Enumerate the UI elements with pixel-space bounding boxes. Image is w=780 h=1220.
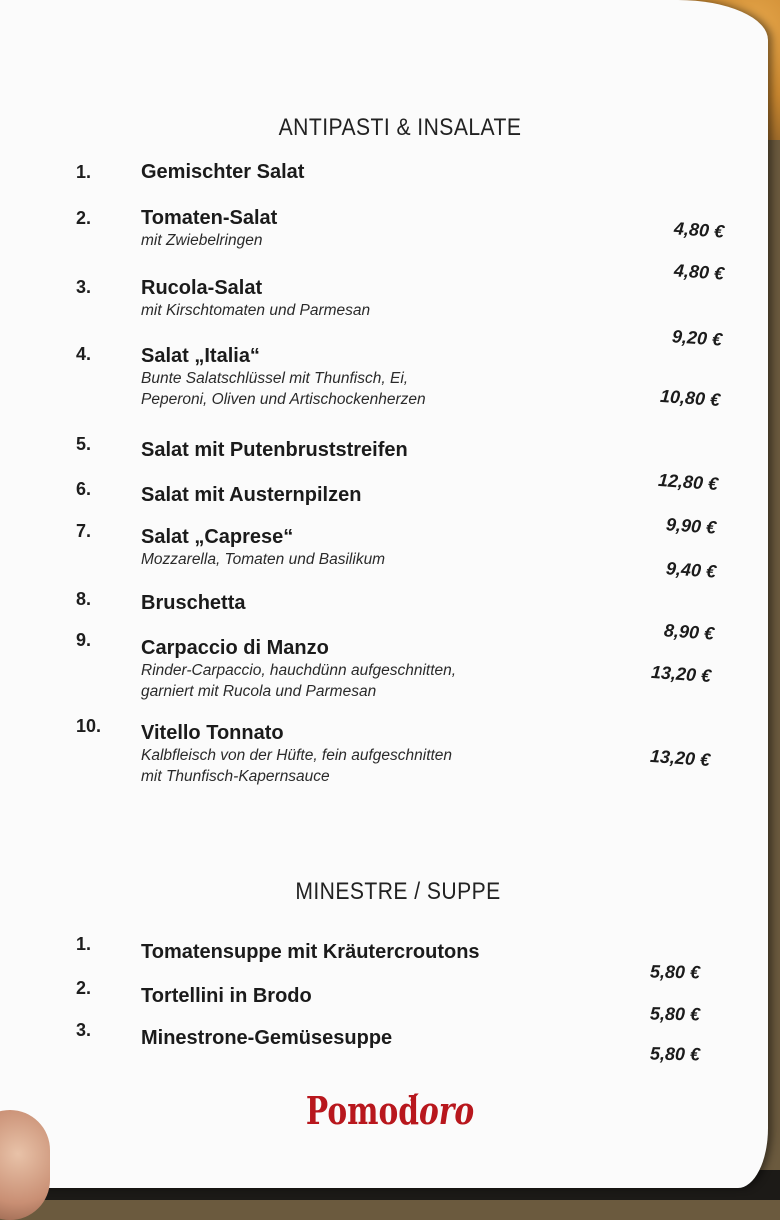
item-description: Rinder-Carpaccio, hauchdünn aufgeschnitten,	[141, 662, 457, 679]
item-name: Gemischter Salat	[141, 161, 305, 183]
menu-item	[141, 438, 641, 462]
item-price: 8,90 €	[663, 620, 715, 644]
item-number: 2.	[76, 978, 92, 998]
item-name: Bruschetta	[141, 592, 246, 614]
item-number: 1.	[76, 162, 92, 182]
item-name: Tortellini in Brodo	[141, 985, 312, 1007]
menu-item	[141, 591, 641, 615]
item-number: 10.	[76, 716, 102, 736]
item-description: Kalbfleisch von der Hüfte, fein aufgeschnitten	[141, 747, 453, 764]
item-price: 10,80 €	[659, 385, 721, 411]
item-price: 5,80 €	[649, 961, 701, 983]
item-number: 1.	[76, 934, 92, 954]
item-description: garniert mit Rucola und Parmesan	[141, 683, 377, 700]
menu-item	[141, 984, 641, 1008]
item-price: 5,80 €	[649, 1003, 701, 1025]
item-number: 9.	[76, 630, 92, 650]
item-name: Salat mit Putenbruststreifen	[141, 439, 408, 461]
pomodoro-logo	[86, 1088, 694, 1133]
item-description: Peperoni, Oliven und Artischockenherzen	[141, 391, 426, 408]
item-price: 4,80 €	[673, 260, 725, 284]
section-title-antipasti: ANTIPASTI & INSALATE	[278, 114, 522, 141]
menu-item	[141, 483, 641, 507]
item-price: 13,20 €	[650, 661, 712, 687]
menu-item	[141, 206, 641, 251]
hand-thumb	[0, 1110, 50, 1220]
item-number: 5.	[76, 434, 92, 454]
menu-item	[141, 636, 641, 702]
menu-item	[141, 940, 641, 964]
item-price: 5,80 €	[649, 1043, 701, 1065]
item-number: 3.	[76, 1020, 92, 1040]
item-name: Carpaccio di Manzo	[141, 637, 329, 659]
item-number: 8.	[76, 589, 92, 609]
menu-item	[141, 344, 641, 410]
item-name: Vitello Tonnato	[141, 722, 284, 744]
item-name: Minestrone-Gemüsesuppe	[141, 1027, 393, 1049]
item-price: 9,40 €	[665, 558, 717, 582]
item-name: Salat mit Austernpilzen	[141, 484, 362, 506]
item-price: 9,90 €	[665, 514, 717, 538]
logo-text-upright: Pomod	[305, 1088, 419, 1133]
item-name: Salat „Caprese“	[141, 526, 294, 548]
item-number: 3.	[76, 277, 92, 297]
item-name: Salat „Italia“	[141, 345, 260, 367]
item-description: mit Kirschtomaten und Parmesan	[141, 302, 371, 319]
item-number: 6.	[76, 479, 92, 499]
item-description: Mozzarella, Tomaten und Basilikum	[141, 551, 386, 568]
item-description: mit Thunfisch-Kapernsauce	[141, 768, 330, 785]
item-number: 2.	[76, 208, 92, 228]
section-title-minestre: MINESTRE / SUPPE	[295, 878, 501, 905]
item-description: Bunte Salatschlüssel mit Thunfisch, Ei,	[141, 370, 409, 387]
item-number: 4.	[76, 344, 92, 364]
item-number: 7.	[76, 521, 92, 541]
item-price: 13,20 €	[649, 745, 711, 771]
item-price: 4,80 €	[673, 218, 725, 242]
item-name: Rucola-Salat	[141, 277, 263, 299]
item-name: Tomatensuppe mit Kräutercroutons	[141, 941, 480, 963]
menu-item	[141, 160, 641, 184]
menu-item	[141, 525, 641, 570]
item-price: 9,20 €	[671, 326, 723, 350]
menu-item	[141, 721, 641, 787]
logo-text-italic: ́oro	[418, 1088, 475, 1133]
item-price: 12,80 €	[657, 469, 719, 495]
item-name: Tomaten-Salat	[141, 207, 278, 229]
menu-item	[141, 1026, 641, 1050]
item-description: mit Zwiebelringen	[141, 232, 263, 249]
menu-item	[141, 276, 641, 321]
